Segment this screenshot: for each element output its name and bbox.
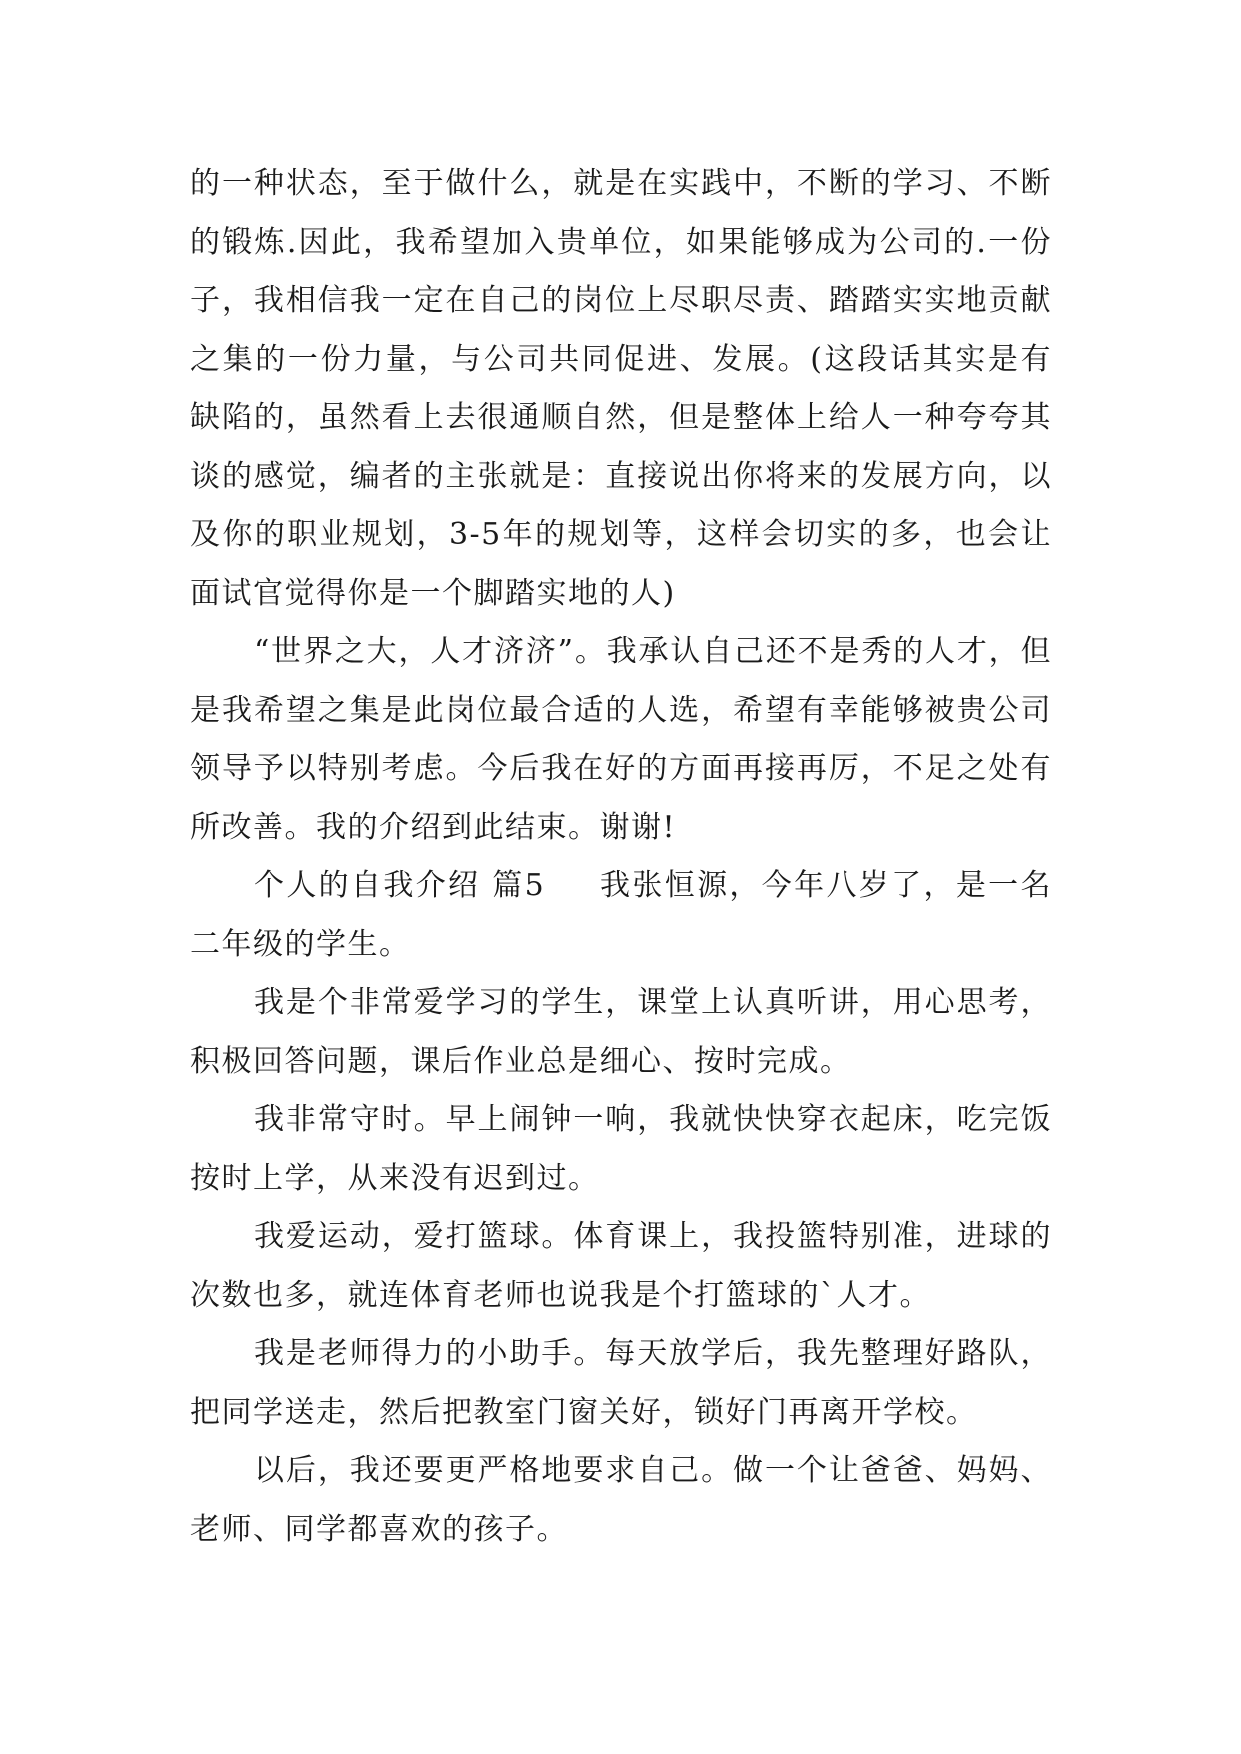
paragraph-6: 我爱运动，爱打篮球。体育课上，我投篮特别准，进球的次数也多，就连体育老师也说我是个打篮球的`人才。 [190, 1219, 1052, 1313]
paragraph-1: 的一种状态，至于做什么，就是在实践中，不断的学习、不断的锻炼.因此，我希望加入贵单位，如果能够成为公司的.一份子，我相信我一定在自己的岗位上尽职尽责、踏踏实实地贡献之集的一份力量，与公司共同促进、发展。(这段话其实是有缺陷的，虽然看上去很通顺自然，但是整体上给人一种夸夸其谈的感觉，编者的主张就是：直接说出你将来的发展方向，以及你的职业规划，3-5年的规划等，这样会切实的多，也会让面试官觉得你是一个脚踏实地的人) [190, 166, 1052, 611]
section-heading: 个人的自我介绍 篇5 [254, 868, 546, 903]
paragraph-7: 我是老师得力的小助手。每天放学后，我先整理好路队，把同学送走，然后把教室门窗关好，锁好门再离开学校。 [190, 1336, 1052, 1430]
document-body [190, 155, 1052, 1559]
paragraph-4: 我是个非常爱学习的学生，课堂上认真听讲，用心思考，积极回答问题，课后作业总是细心、按时完成。 [190, 985, 1052, 1079]
paragraph-5: 我非常守时。早上闹钟一响，我就快快穿衣起床，吃完饭按时上学，从来没有迟到过。 [190, 1102, 1052, 1196]
paragraph-2: “世界之大，人才济济”。我承认自己还不是秀的人才，但是我希望之集是此岗位最合适的人选，希望有幸能够被贵公司领导予以特别考虑。今后我在好的方面再接再厉，不足之处有所改善。我的介绍到此结束。谢谢! [190, 634, 1052, 845]
paragraph-3-text: 我张恒源，今年八岁了，是一名二年级的学生。 [190, 868, 1053, 962]
paragraph-3 [190, 857, 1052, 974]
paragraph-8: 以后，我还要更严格地要求自己。做一个让爸爸、妈妈、老师、同学都喜欢的孩子。 [190, 1453, 1052, 1547]
